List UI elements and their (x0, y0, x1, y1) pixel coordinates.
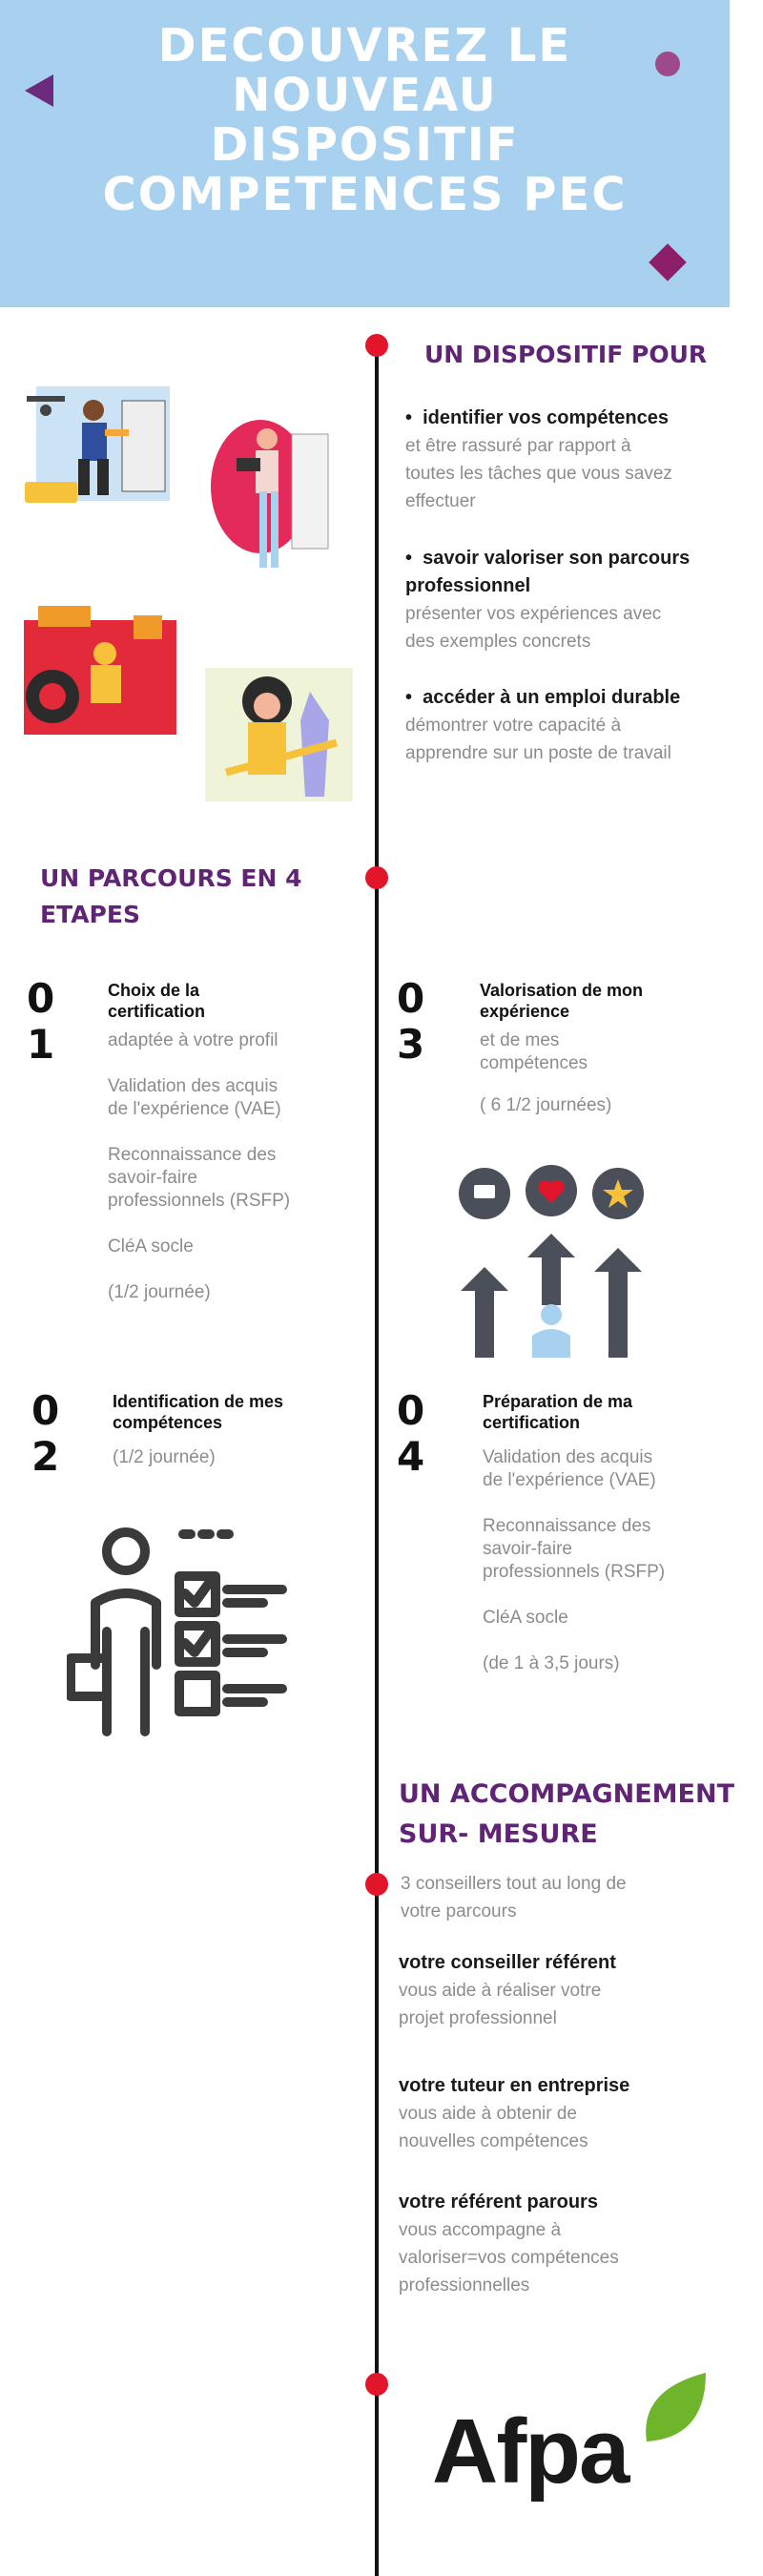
role-item: votre référent parours vous accompagne à valoriser=vos compétences professionnelles (399, 2189, 747, 2299)
growth-arrows-icon (456, 1162, 651, 1362)
step-title: Choix de la certification (108, 981, 206, 1021)
timeline-dot (365, 334, 388, 357)
role-item: votre tuteur en entreprise vous aide à obtenir de nouvelles compétences (399, 2072, 747, 2155)
timeline-dot (365, 1873, 388, 1896)
step-number: 0 1 (27, 975, 56, 1068)
step-block (108, 980, 346, 1304)
step-details: Validation des acquis de l'expérience (VAE) Reconnaissance des savoir-faire professionnels (RSFP) CléA socle (de 1 à 3,5 jours) (483, 1447, 666, 1673)
worker-tools-illustration (17, 367, 179, 510)
step-block (113, 1391, 361, 1469)
dispositif-item-heading: • savoir valoriser son parcours (405, 548, 691, 569)
role-heading: votre tuteur en entreprise (399, 2075, 630, 2096)
step-number: 0 4 (397, 1387, 426, 1480)
step-details: (1/2 journée) (113, 1447, 216, 1467)
step-details: et de mes compétences ( 6 1/2 journées) (480, 1030, 612, 1115)
checklist-person-icon (67, 1527, 291, 1741)
step-number: 0 2 (31, 1387, 61, 1480)
dispositif-item: • savoir valoriser son parcours professionnel présenter vos expériences avec des exemples concrets (405, 545, 749, 655)
timeline-line (375, 345, 379, 2576)
role-item: votre conseiller référent vous aide à réaliser votre projet professionnel (399, 1949, 747, 2032)
timeline-dot (365, 866, 388, 889)
dispositif-item-heading: • identifier vos compétences (405, 407, 669, 428)
role-heading: votre référent parours (399, 2192, 598, 2212)
dispositif-item: • identifier vos compétences et être rassuré par rapport à toutes les tâches que vous savez effectuer (405, 405, 749, 515)
step-number: 0 3 (397, 975, 426, 1068)
step-title: Identification de mes compétences (113, 1392, 284, 1432)
section-title-parcours: UN PARCOURS EN 4 ETAPES (40, 864, 302, 928)
woman-laptop-illustration (208, 405, 332, 582)
step-block (483, 1391, 731, 1675)
tailor-illustration (205, 663, 358, 806)
timeline-dot (365, 2373, 388, 2396)
afpa-logo: Afpa (432, 2400, 629, 2503)
dispositif-item-heading: • accéder à un emploi durable (405, 687, 681, 708)
driver-construction-illustration (19, 596, 181, 735)
step-details: adaptée à votre profil Validation des acquis de l'expérience (VAE) Reconnaissance des savoir-faire professionnels (RSFP) CléA socle (1/2 journée) (108, 1030, 291, 1302)
afpa-leaf-icon (639, 2371, 708, 2445)
role-heading: votre conseiller référent (399, 1952, 616, 1973)
step-block (480, 980, 718, 1117)
step-title: Valorisation de mon expérience (480, 981, 644, 1021)
section-title-accompagnement: UN ACCOMPAGNEMENT SUR- MESURE (399, 1779, 735, 1849)
dispositif-item: • accéder à un emploi durable démontrer votre capacité à apprendre sur un poste de travail (405, 684, 753, 767)
page-title: DECOUVREZ LE NOUVEAU DISPOSITIF COMPETENCES PEC (102, 19, 628, 221)
section-title-dispositif: UN DISPOSITIF POUR (424, 341, 708, 368)
accompagnement-intro: 3 conseillers tout au long de votre parcours (401, 1874, 627, 1922)
step-title: Préparation de ma certification (483, 1392, 633, 1432)
triangle-decoration-icon (25, 74, 53, 107)
